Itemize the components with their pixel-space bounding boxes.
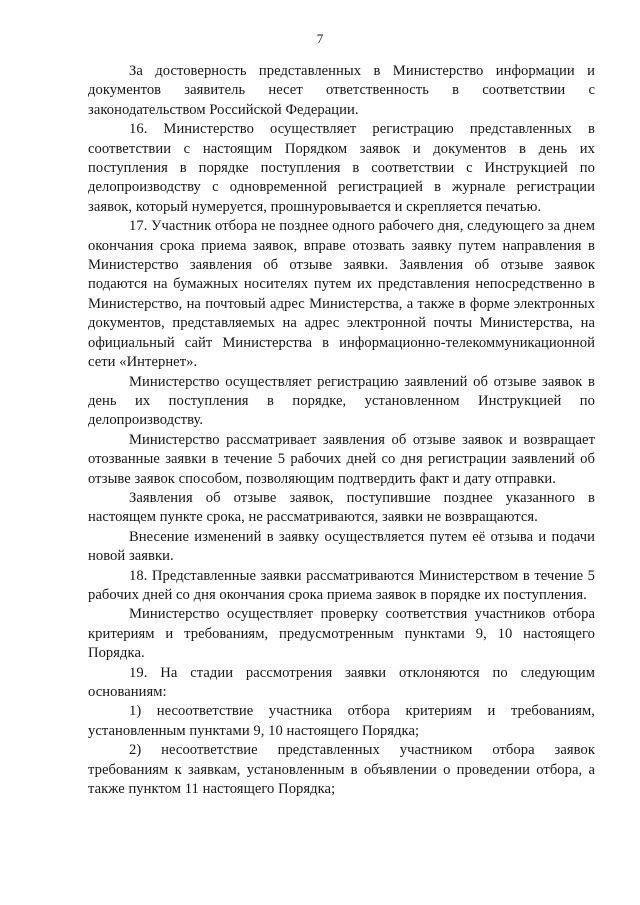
paragraph-item-18: 18. Представленные заявки рассматриваются Министерством в течение 5 рабочих дней со дня окончания срока приема заявок в порядке их поступления.	[88, 567, 595, 603]
paragraph-subitem-1: 1) несоответствие участника отбора критериям и требованиям, установленным пунктами 9, 10 настоящего Порядка;	[88, 703, 595, 739]
paragraph-responsibility: За достоверность представленных в Министерство информации и документов заявитель несет ответственность в соответствии с законодательством Российской Федерации.	[88, 63, 595, 118]
paragraph-item-19: 19. На стадии рассмотрения заявки отклоняются по следующим основаниям:	[88, 664, 595, 700]
paragraph-subitem-2: 2) несоответствие представленных участником отбора заявок требованиям к заявкам, установленным в объявлении о проведении отбора, а также пунктом 11 настоящего Порядка;	[88, 742, 595, 798]
paragraph-item-16: 16. Министерство осуществляет регистрацию представленных в соответствии с настоящим Порядком заявок и документов в день их поступления в порядке поступления в соответствии с Инструкцией по делопроизводству с одновременной регистрацией в журнале регистрации заявок, который нумеруется, прошнуровывается и скрепляется печатью.	[88, 121, 595, 215]
paragraph-review-withdrawal: Министерство рассматривает заявления об отзыве заявок и возвращает отозванные заявки в течение 5 рабочих дней со дня регистрации заявлений об отзыве заявок способом, позволяющим подтвердить факт и дату отправки.	[88, 431, 595, 487]
document-body	[88, 62, 595, 799]
paragraph-changes: Внесение изменений в заявку осуществляется путем её отзыва и подачи новой заявки.	[88, 528, 595, 565]
paragraph-item-17: 17. Участник отбора не позднее одного рабочего дня, следующего за днем окончания срока приема заявок, вправе отозвать заявку путем направления в Министерство заявления об отзыве заявки. Заявления об отзыве заявок подаются на бумажных носителях путем их представления непосредственно в Министерство, на почтовый адрес Министерства, а также в форме электронных документов, представляемых на адрес электронной почты Министерства, на официальный сайт Министерства в информационно-телекоммуникационной сети «Интернет».	[88, 218, 595, 371]
paragraph-compliance-check: Министерство осуществляет проверку соответствия участников отбора критериям и требованиям, предусмотренным пунктами 9, 10 настоящего Порядка.	[88, 606, 595, 662]
page-number: 7	[316, 31, 324, 46]
paragraph-late-withdrawal: Заявления об отзыве заявок, поступившие позднее указанного в настоящем пункте срока, не рассматриваются, заявки не возвращаются.	[88, 489, 595, 526]
paragraph-registration-withdrawal: Министерство осуществляет регистрацию заявлений об отзыве заявок в день их поступления в порядке, установленном Инструкцией по делопроизводству.	[88, 373, 595, 429]
